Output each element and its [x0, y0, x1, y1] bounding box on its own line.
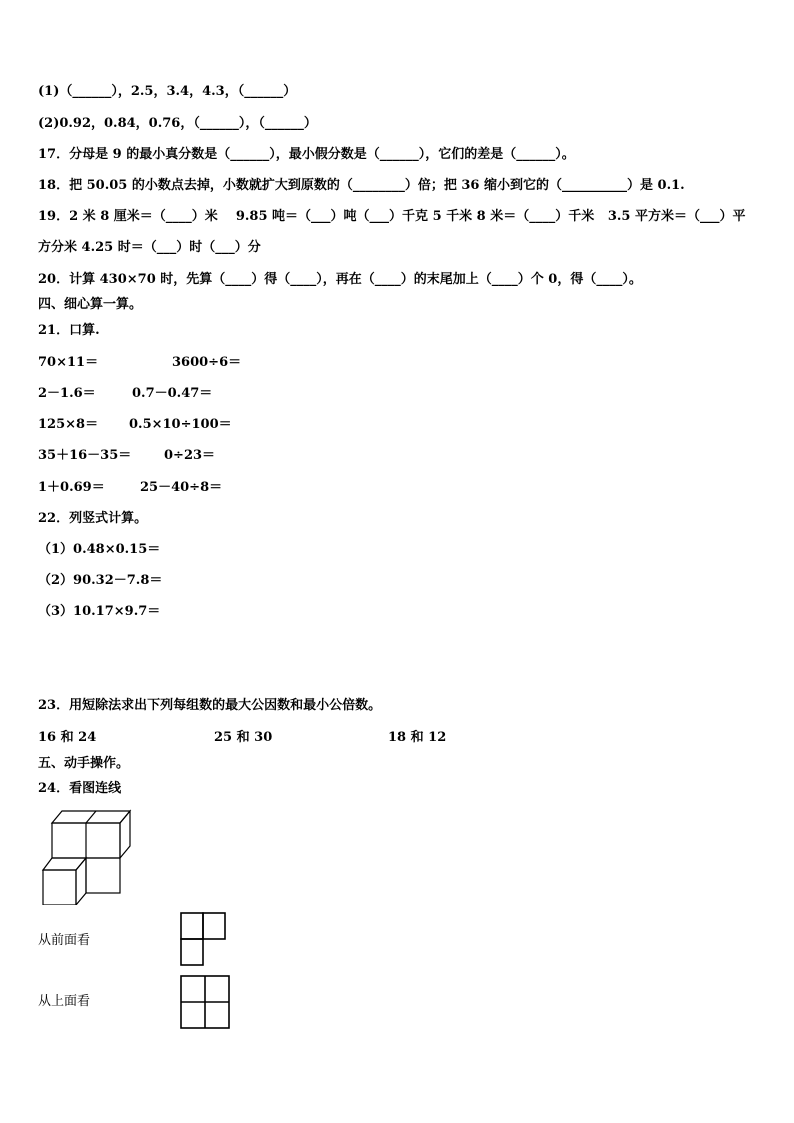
question-17: 17．分母是 9 的最小真分数是（______），最小假分数是（______），它们的差是（______）。: [38, 147, 575, 162]
oral-calc-right: 0.5×10÷100＝: [129, 417, 232, 432]
top-view-figure: [179, 974, 231, 1030]
front-view-figure: [179, 911, 229, 967]
question-23: 23．用短除法求出下列每组数的最大公因数和最小公倍数。: [38, 698, 382, 713]
sequence-1: (1)（______），2.5，3.4，4.3，（______）: [38, 84, 297, 99]
section-4-heading: 四、细心算一算。: [38, 297, 143, 312]
view-front-label: 从前面看: [38, 933, 91, 948]
oral-calc-left: 35＋16－35＝: [38, 448, 132, 463]
question-22: 22．列竖式计算。: [38, 511, 148, 526]
oral-calc-left: 125×8＝: [38, 417, 99, 432]
oral-calc-left: 2－1.6＝: [38, 386, 96, 401]
oral-calc-right: 0÷23＝: [164, 448, 216, 463]
question-21: 21．口算.: [38, 323, 100, 338]
question-22-item-2: （2）90.32－7.8＝: [38, 573, 163, 588]
question-20: 20．计算 430×70 时，先算（____）得（____），再在（____）的末尾加上（____）个 0，得（____）。: [38, 272, 642, 287]
block-figure: [38, 805, 138, 905]
oral-calc-right: 3600÷6＝: [172, 355, 242, 370]
gcd-pair: 25 和 30: [214, 730, 273, 745]
oral-calc-right: 25－40÷8＝: [140, 480, 223, 495]
question-19-line-2: 方分米 4.25 时＝（___）时（___）分: [38, 240, 261, 255]
question-22-item-3: （3）10.17×9.7＝: [38, 604, 161, 619]
oral-calc-left: 70×11＝: [38, 355, 99, 370]
gcd-pair: 16 和 24: [38, 730, 97, 745]
oral-calc-right: 0.7－0.47＝: [132, 386, 213, 401]
gcd-pair: 18 和 12: [388, 730, 447, 745]
question-22-item-1: （1）0.48×0.15＝: [38, 542, 161, 557]
question-24: 24．看图连线: [38, 781, 122, 796]
question-19-line-1: 19．2 米 8 厘米＝（____）米 9.85 吨＝（___）吨（___）千克 5 千米 8 米＝（____）千米 3.5 平方米＝（___）平: [38, 209, 746, 224]
question-18: 18．把 50.05 的小数点去掉，小数就扩大到原数的（________）倍；把 36 缩小到它的（__________）是 0.1.: [38, 178, 685, 193]
section-5-heading: 五、动手操作。: [38, 756, 130, 771]
oral-calc-left: 1＋0.69＝: [38, 480, 105, 495]
sequence-2: (2)0.92，0.84，0.76，（______），（______）: [38, 116, 317, 131]
view-top-label: 从上面看: [38, 994, 91, 1009]
